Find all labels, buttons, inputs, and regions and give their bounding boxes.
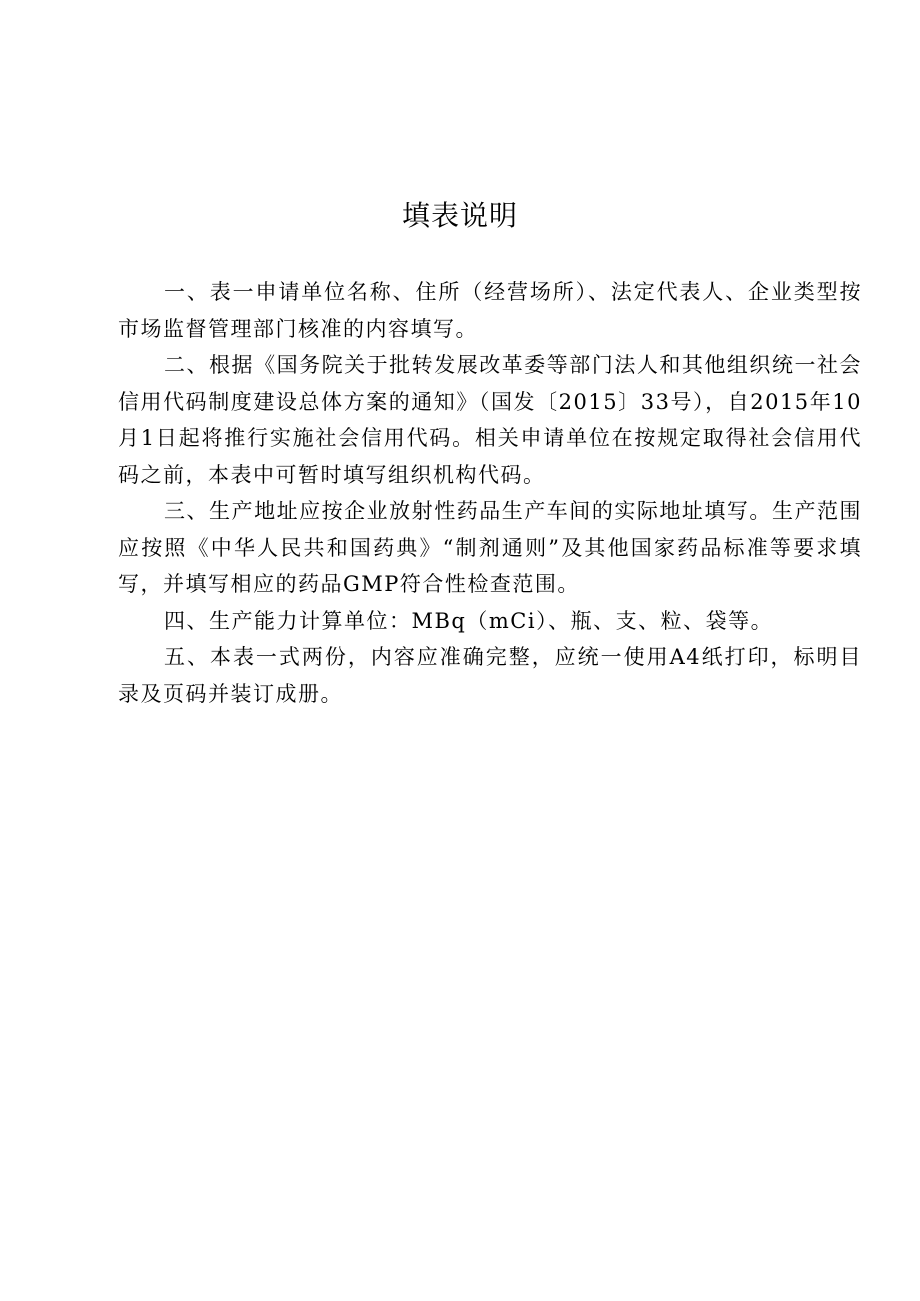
instruction-paragraph-5: 五、本表一式两份，内容应准确完整，应统一使用A4纸打印，标明目录及页码并装订成册。 bbox=[118, 645, 862, 706]
instruction-paragraph-2: 二、根据《国务院关于批转发展改革委等部门法人和其他组织统一社会信用代码制度建设总体方案的通知》（国发〔2015〕33号），自2015年10月1日起将推行实施社会信用代码。相关申请单位在按规定取得社会信用代码之前，本表中可暂时填写组织机构代码。 bbox=[118, 353, 862, 487]
instruction-paragraph-3: 三、生产地址应按企业放射性药品生产车间的实际地址填写。生产范围应按照《中华人民共和国药典》“制剂通则”及其他国家药品标准等要求填写，并填写相应的药品GMP符合性检查范围。 bbox=[118, 499, 862, 596]
instructions-body bbox=[118, 274, 862, 712]
page-title: 填表说明 bbox=[401, 199, 518, 232]
instruction-paragraph-4: 四、生产能力计算单位：MBq（mCi）、瓶、支、粒、袋等。 bbox=[164, 608, 774, 633]
instruction-paragraph-1: 一、表一申请单位名称、住所（经营场所）、法定代表人、企业类型按市场监督管理部门核准的内容填写。 bbox=[118, 280, 862, 341]
